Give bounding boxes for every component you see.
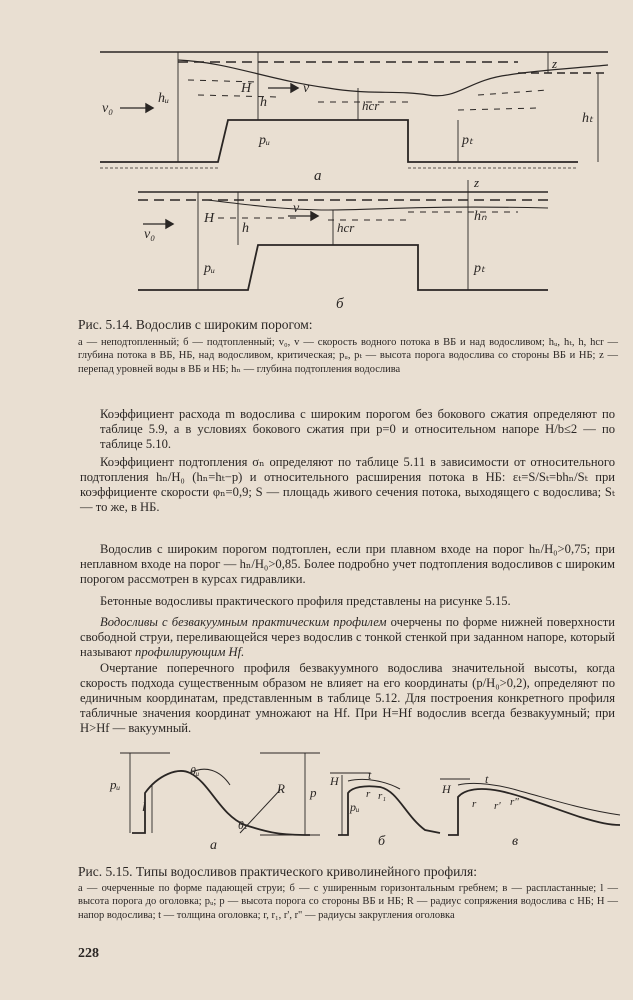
- subfigure-b-label-515: б: [378, 834, 386, 849]
- paragraph-5-italic-2: профилирующим Hf.: [135, 645, 245, 659]
- profile-diagram-a: [120, 753, 320, 835]
- label-r1: r₁: [378, 790, 387, 802]
- label-v0-b: v₀: [144, 227, 156, 242]
- subfigure-b-label: б: [336, 296, 344, 312]
- label-H-515c: H: [442, 782, 451, 796]
- label-pu-515: pᵤ: [110, 777, 121, 792]
- label-r-c: r: [472, 798, 477, 810]
- label-r-prime: r': [494, 800, 501, 812]
- paragraph-2: Коэффициент подтопления σₙ определяют по таблице 5.11 в зависимости от относительного подтопления hₙ/H₀ (hₙ=hₜ−p) и относительного расширения потока в НБ: εₜ=S/Sₜ=bhₙ/Sₜ при коэффициенте скорости φₙ=0,9; S — площадь живого сечения потока, выходящего с водослива; Sₜ — то же, в НБ.: [80, 455, 615, 514]
- paragraph-5-text: очерчены по форме нижней поверхности свободной струи, переливающейся через водослив с тонкой стенкой при заданном напоре, который называют: [80, 615, 615, 659]
- label-pu: pᵤ: [259, 133, 271, 148]
- figure-5-15-caption: а — очерченные по форме падающей струи; б — с уширенным горизонтальным гребнем; в — распластанные; l — высота порога до оголовка; pᵤ; p — высота порога со стороны ВБ и НБ; R — радиус сопряжения водослива с НБ; H — напор водослива; t — толщина оголовка; r, r₁, r', r" — радиусы закругления оголовка: [78, 883, 618, 921]
- subfigure-c-label-515: в: [512, 834, 519, 849]
- figure-5-14-title: Рис. 5.14. Водослив с широким порогом:: [78, 317, 313, 332]
- label-r-double-prime: r": [510, 796, 519, 808]
- profile-diagram-a-labels: [109, 764, 317, 853]
- label-hu: hᵤ: [158, 91, 170, 106]
- profile-diagram-b: [330, 773, 440, 835]
- label-t-b: t: [368, 768, 372, 782]
- paragraph-1: Коэффициент расхода m водослива с широким порогом без бокового сжатия определяют по таблице 5.9, а в условиях бокового сжатия при p=0 и относительном напоре H/b≤2 — по таблице 5.10.: [100, 407, 615, 451]
- label-theta-t: θₜ: [238, 818, 248, 832]
- label-z: z: [552, 56, 558, 71]
- subfigure-a-label: а: [314, 168, 322, 184]
- label-p: p: [310, 785, 317, 800]
- label-H-b: H: [204, 211, 215, 226]
- profile-diagram-b-labels: [329, 768, 386, 849]
- label-r: r: [366, 788, 371, 800]
- figure-5-14: [78, 40, 623, 315]
- figure-5-15: [80, 745, 625, 855]
- label-z-b: z: [474, 175, 480, 190]
- figure-5-15-title: Рис. 5.15. Типы водосливов практического криволинейного профиля:: [78, 864, 478, 879]
- label-l: l: [142, 799, 146, 814]
- label-pt-b: pₜ: [474, 261, 486, 276]
- label-H: H: [241, 81, 252, 96]
- label-ht: hₜ: [582, 111, 594, 126]
- weir-diagram-b: [138, 180, 548, 290]
- paragraph-4: Бетонные водосливы практического профиля представлены на рисунке 5.15.: [100, 594, 511, 608]
- label-v0: v₀: [102, 101, 114, 116]
- figure-5-14-caption: а — неподтопленный; б — подтопленный; v₀, v — скорость водного потока в ВБ и над водосливом; hᵤ, hₜ, h, hcr — глубина потока в ВБ, НБ, над водосливом, критическая; pᵤ, pₜ — высота порога водослива со стороны ВБ и НБ; z — перепад уровней воды в ВБ и НБ; hₙ — глубина подтопления водослива: [78, 337, 618, 375]
- label-R: R: [277, 781, 285, 796]
- paragraph-3: Водослив с широким порогом подтоплен, если при плавном входе на порог hₙ/H₀>0,75; при неплавном входе на порог — hₙ/H₀>0,85. Более подробно учет подтопления водосливов с широким порогом рассмотрен в курсах гидравлики.: [80, 542, 615, 586]
- label-pt: pₜ: [462, 133, 474, 148]
- weir-diagram-a: [100, 52, 608, 168]
- diagram-b-labels: [144, 175, 487, 312]
- label-H-515b: H: [330, 774, 339, 788]
- label-hn: hₙ: [474, 209, 487, 224]
- paragraph-5: [80, 615, 615, 660]
- profile-diagram-c: [440, 779, 620, 835]
- label-hcr: hcr: [362, 98, 380, 113]
- label-hcr-b: hcr: [337, 220, 355, 235]
- subfigure-a-label-515: а: [210, 838, 217, 853]
- label-pu-b: pᵤ: [204, 261, 216, 276]
- label-t-c: t: [485, 772, 489, 786]
- label-v: v: [303, 81, 310, 96]
- label-v-b: v: [293, 201, 300, 216]
- label-theta-u: θᵤ: [190, 764, 200, 778]
- paragraph-5-italic: Водосливы с безвакуумным практическим профилем: [100, 615, 387, 629]
- label-h: h: [260, 95, 267, 110]
- label-pu-515b: pᵤ: [350, 800, 360, 814]
- paragraph-6: Очертание поперечного профиля безвакуумного водослива значительной высоты, когда скорость подхода существенным образом не влияет на его координаты (p/H₀>0,2), определяют по единичным координатам, представленным в таблице 5.12. Для построения конкретного профиля табличные значения координат умножают на Hf. При H=Hf водослив всегда безвакуумный; при H>Hf — вакуумный.: [80, 661, 615, 735]
- page-number: 228: [78, 946, 99, 961]
- label-h-b: h: [242, 221, 249, 236]
